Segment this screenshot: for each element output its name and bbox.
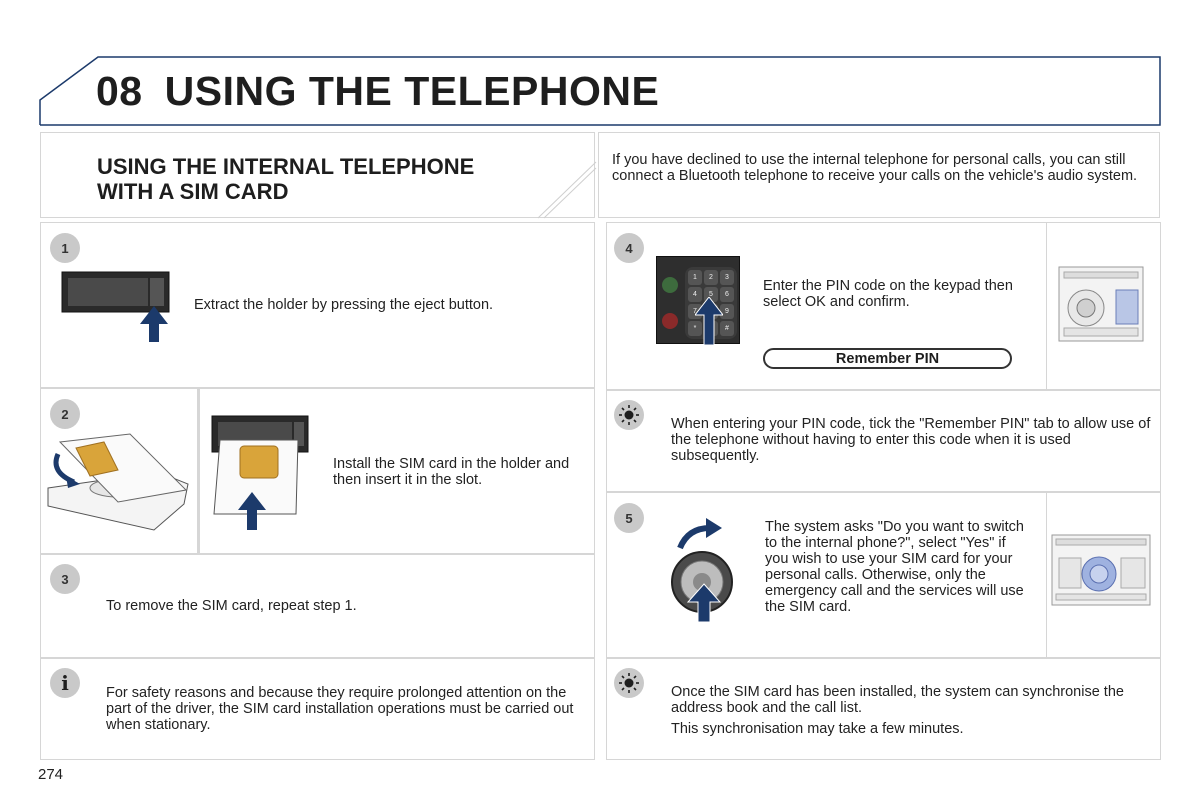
intro-text: If you have declined to use the internal telephone for personal calls, you can still connect a Bluetooth telephone to receive your calls on the vehicle's audio system. xyxy=(612,152,1138,184)
section-title-line2: WITH A SIM CARD xyxy=(97,179,289,204)
chapter-title xyxy=(96,68,659,115)
step3-badge: 3 xyxy=(50,564,80,594)
section-title-slash xyxy=(530,160,600,220)
keypad-key[interactable]: 2 xyxy=(704,270,718,285)
tip-pin-badge xyxy=(614,400,644,430)
tip-sync-badge xyxy=(614,668,644,698)
lightbulb-icon xyxy=(618,404,640,426)
step2-badge: 2 xyxy=(50,399,80,429)
call-accept-icon xyxy=(662,277,678,293)
step5-badge: 5 xyxy=(614,503,644,533)
tip-pin-text: When entering your PIN code, tick the "Remember PIN" tab to allow use of the telephone without having to enter this code when it is used subsequently. xyxy=(671,416,1151,464)
chapter-number: 08 xyxy=(96,68,143,114)
step4-badge: 4 xyxy=(614,233,644,263)
sim-card-holder-illustration xyxy=(46,432,192,534)
info-icon: i xyxy=(61,671,69,695)
page-number: 274 xyxy=(38,766,64,783)
sim-slot-eject-illustration xyxy=(60,270,172,344)
keypad-key[interactable]: 3 xyxy=(720,270,734,285)
step2-divider xyxy=(197,389,200,553)
tip-sync-line1: Once the SIM card has been installed, the system can synchronise the address book and the call list. xyxy=(671,684,1124,716)
keypad-key[interactable]: 4 xyxy=(688,287,702,302)
keypad-key[interactable]: 6 xyxy=(720,287,734,302)
keypad-key[interactable]: # xyxy=(720,321,734,336)
sim-insert-illustration xyxy=(210,414,310,532)
remember-pin-tab[interactable]: Remember PIN xyxy=(763,348,1012,369)
rotary-selector-illustration xyxy=(666,518,740,624)
keypad-key[interactable]: 7 xyxy=(688,304,702,319)
step4-text: Enter the PIN code on the keypad then select OK and confirm. xyxy=(763,278,1013,310)
keypad-key[interactable]: * xyxy=(688,321,702,336)
step5-image-divider xyxy=(1046,493,1047,657)
call-reject-icon xyxy=(662,313,678,329)
section-title-line1: USING THE INTERNAL TELEPHONE xyxy=(97,154,475,179)
step4-image-divider xyxy=(1046,223,1047,389)
section-title xyxy=(97,154,474,204)
audio-unit-dial-illustration xyxy=(1051,534,1151,606)
chapter-title-text: USING THE TELEPHONE xyxy=(164,68,660,114)
audio-unit-keypad-illustration xyxy=(1058,266,1144,342)
phone-keypad-illustration xyxy=(656,256,740,344)
tip-sync-line2: This synchronisation may take a few minutes. xyxy=(671,721,964,737)
step5-text: The system asks "Do you want to switch to the internal phone?", select "Yes" if you wish to use your SIM card for your personal calls. Otherwise, only the emergency call and the services will use the SIM card. xyxy=(765,519,1024,615)
up-arrow-icon xyxy=(695,297,723,345)
step1-badge: 1 xyxy=(50,233,80,263)
tip-sync-text xyxy=(671,684,1153,737)
keypad-key[interactable]: 5 xyxy=(704,287,718,302)
info-text: For safety reasons and because they require prolonged attention on the part of the driver, the SIM card installation operations must be carried out when stationary. xyxy=(106,685,574,733)
keypad-key[interactable]: 1 xyxy=(688,270,702,285)
step1-text: Extract the holder by pressing the eject button. xyxy=(194,297,494,313)
step3-text: To remove the SIM card, repeat step 1. xyxy=(106,598,357,614)
lightbulb-icon xyxy=(618,672,640,694)
step2-text: Install the SIM card in the holder and then insert it in the slot. xyxy=(333,456,570,488)
keypad-key[interactable]: 9 xyxy=(720,304,734,319)
info-badge xyxy=(50,668,80,698)
